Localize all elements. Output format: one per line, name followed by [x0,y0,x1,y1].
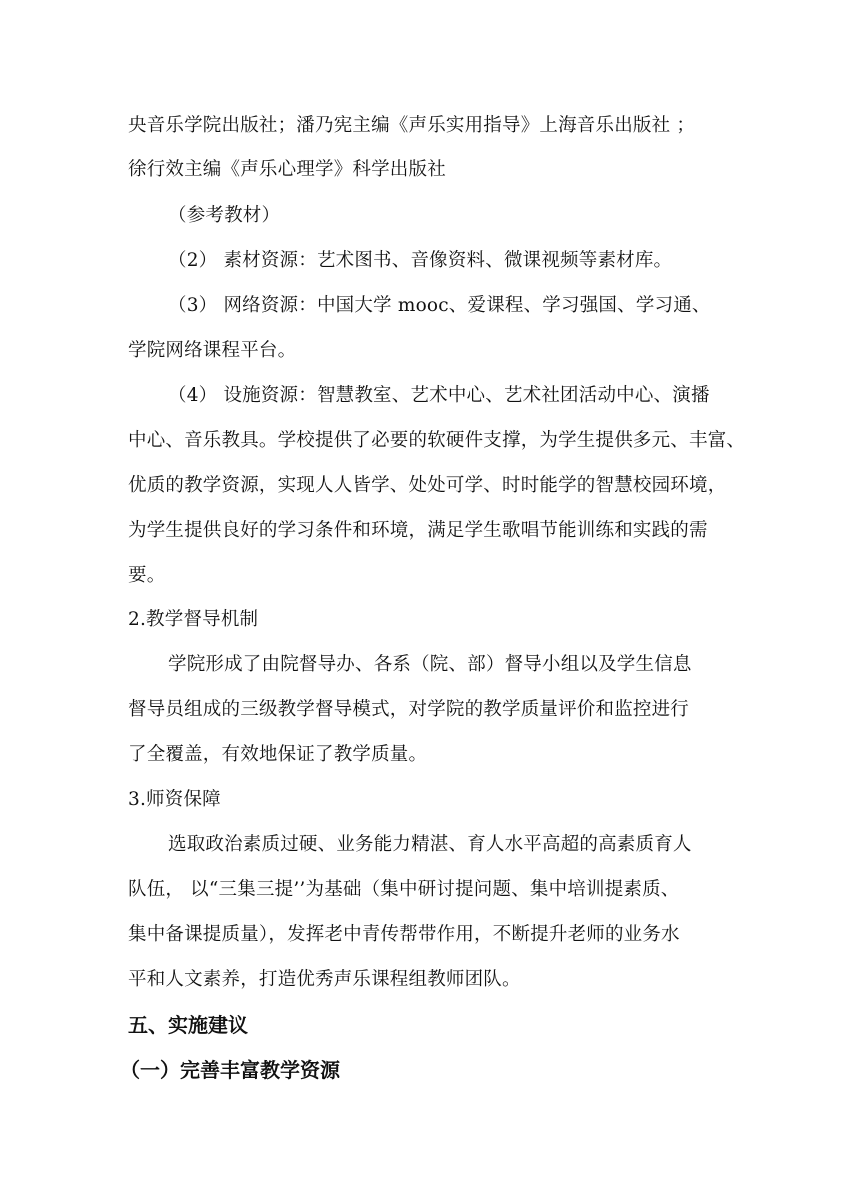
section-3-title: 3.师资保障 [128,789,221,810]
body-line-3: （参考教材） [168,205,281,226]
body-line-7: （4） 设施资源：智慧教室、艺术中心、艺术社团活动中心、演播 [168,385,710,406]
body-line-8: 中心、音乐教具。学校提供了必要的软硬件支撑，为学生提供多元、丰富、 [128,430,746,451]
body-line-17: 选取政治素质过硬、业务能力精湛、育人水平高超的高素质育人 [168,834,692,855]
body-line-15: 了全覆盖，有效地保证了教学质量。 [128,744,428,765]
heading-teaching-resources: （一）完善丰富教学资源 [120,1058,340,1082]
body-line-4: （2） 素材资源：艺术图书、音像资料、微课视频等素材库。 [168,250,673,271]
body-line-19: 集中备课提质量），发挥老中青传帮带作用，不断提升老师的业务水 [128,924,680,945]
body-line-14: 督导员组成的三级教学督导模式，对学院的教学质量评价和监控进行 [128,699,690,720]
body-line-18: 队伍， 以“三集三提’’为基础（集中研讨提问题、集中培训提素质、 [128,879,680,900]
body-line-13: 学院形成了由院督导办、各系（院、部）督导小组以及学生信息 [168,654,692,675]
body-line-1: 央音乐学院出版社；潘乃宪主编《声乐实用指导》上海音乐出版社 ； [128,115,696,136]
section-2-title: 2.教学督导机制 [128,609,259,630]
heading-implementation-suggestions: 五、实施建议 [128,1013,248,1037]
body-line-2: 徐行效主编《声乐心理学》科学出版社 [128,159,446,180]
body-line-6: 学院网络课程平台。 [128,340,297,361]
body-line-11: 要。 [128,565,166,586]
body-line-9: 优质的教学资源，实现人人皆学、处处可学、时时能学的智慧校园环境， [128,475,727,496]
body-line-20: 平和人文素养，打造优秀声乐课程组教师团队。 [128,969,521,990]
body-line-5: （3） 网络资源：中国大学 mooc、爱课程、学习强国、学习通、 [168,295,711,316]
body-line-10: 为学生提供良好的学习条件和环境，满足学生歌唱节能训练和实践的需 [128,520,708,541]
